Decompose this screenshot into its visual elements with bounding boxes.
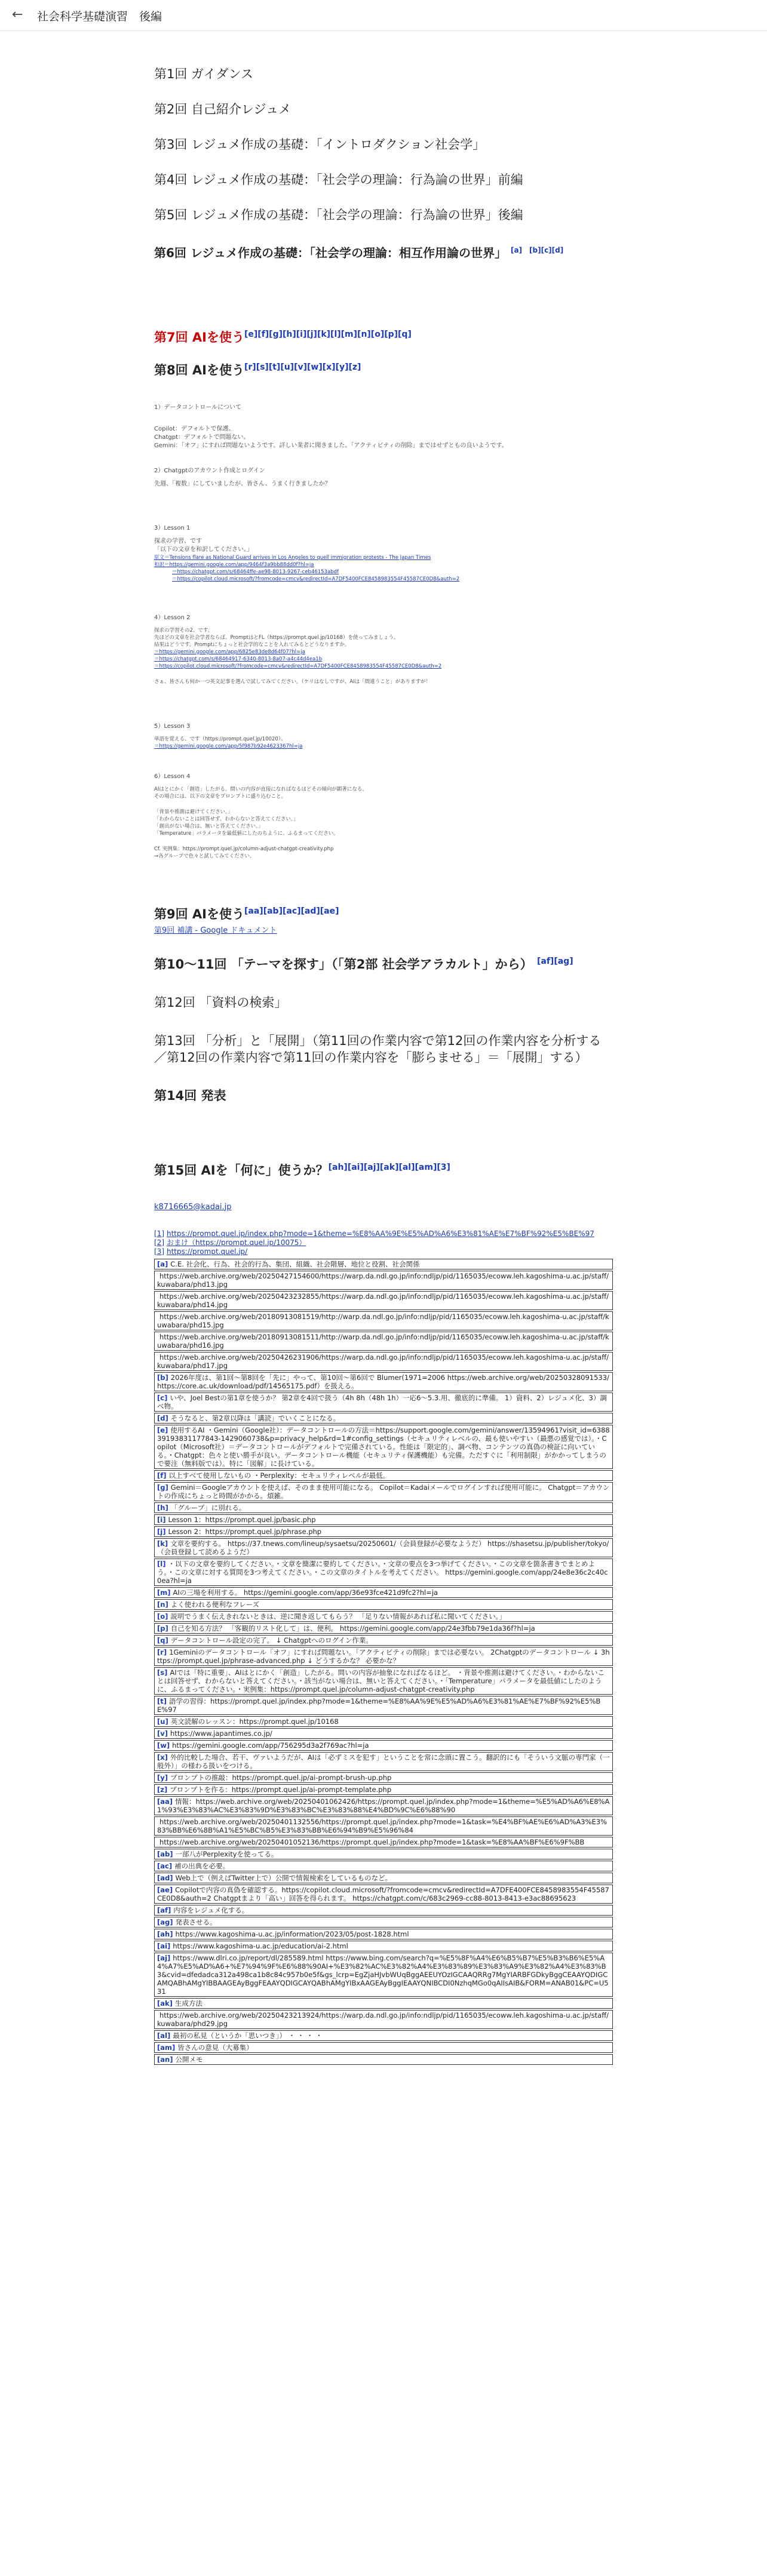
comment-box bbox=[154, 1291, 613, 1310]
text: Copilot：デフォルトで保護。 bbox=[154, 425, 235, 432]
session-12-heading: 第12回 「資料の検索」 bbox=[154, 995, 287, 1010]
comment-box bbox=[154, 1482, 613, 1501]
comment-box bbox=[154, 1905, 613, 1916]
text: 1）データコントロールについて bbox=[154, 404, 241, 411]
comment-box bbox=[154, 1587, 613, 1598]
comment-tag[interactable]: [v] bbox=[157, 1729, 168, 1738]
comment-anchor[interactable]: [ah][ai][aj][ak][al][am][3] bbox=[328, 1162, 450, 1172]
comment-tag[interactable]: [p] bbox=[157, 1624, 168, 1633]
comment-tag[interactable]: [k] bbox=[157, 1539, 168, 1548]
comment-text: いや、Joel Bestの第1章を使うか？ 第2章を4回で扱う（4h 8h（48h 1h）一応6〜5.3.用、徹底的に準備。 1）資料、2）レジュメ化、3）調べ物。 bbox=[157, 1393, 607, 1410]
text: Cf. 実例集：https://prompt.quel.jp/column-adjust-chatgpt-creativity.php bbox=[154, 846, 334, 852]
comment-box bbox=[154, 1599, 613, 1610]
footnote bbox=[154, 1247, 613, 1256]
comment-text: AIでは「特に重要」、AIはとにかく「創造」したがる。問いの内容が抽象になればなるほど。 ・背景や推測は避けてください。・わからないことは回答せず、わからないと答えてください。・該当がない場合は、無いと答えてください。・「Temperature」パラメータを最低値にしたのように、ふるまってください。・実例集：https://prompt.quel.jp/column-adjust-chatgpt-creativity.php bbox=[157, 1668, 605, 1693]
comment-tag[interactable]: [q] bbox=[157, 1636, 168, 1644]
comment-box bbox=[154, 1311, 613, 1330]
comment-tag[interactable]: [ae] bbox=[157, 1885, 173, 1894]
comment-tag[interactable]: [g] bbox=[157, 1483, 168, 1492]
comment-text: 情報：https://web.archive.org/web/20250401062426/https://prompt.quel.jp/index.php?mode=1&theme=%E5%AD%A6%E8%A1%93%E3%83%AC%E3%83%9D%E3%83%BC%E3%83%88%E4%BD%9C%E6%88%90 bbox=[157, 1797, 610, 1814]
footnote bbox=[154, 1238, 613, 1247]
comment-box bbox=[154, 1816, 613, 1836]
comment-text: https://web.archive.org/web/20250426231906/https://warp.da.ndl.go.jp/info:ndljp/pid/1165035/ecoww.leh.kagoshima-u.ac.jp/staff/kuwabara/phd17.jpg bbox=[157, 1352, 609, 1370]
session-heading: 第2回 自己紹介レジュメ bbox=[154, 102, 292, 116]
comment-text: https://www.kagoshima-u.ac.jp/information/2023/05/post-1828.html bbox=[175, 1929, 409, 1938]
comment-tag[interactable]: [aa] bbox=[157, 1797, 173, 1806]
comment-anchor[interactable]: [a] [b][c][d] bbox=[510, 246, 564, 254]
comment-box bbox=[154, 1772, 613, 1783]
comment-box bbox=[154, 1861, 613, 1871]
comment-tag[interactable]: [s] bbox=[157, 1668, 168, 1677]
text: 探求の学習、です bbox=[154, 537, 202, 545]
link[interactable]: ＝https://copilot.cloud.microsoft/?fromcode=cmcv&redirectId=A7DF5400FCE8458983554F45587CE0D8&auth=2 bbox=[154, 663, 442, 669]
session-14-heading: 第14回 発表 bbox=[154, 1088, 226, 1103]
email-link[interactable]: k8716665@kadai.jp bbox=[154, 1202, 232, 1212]
comment-box bbox=[154, 1558, 613, 1586]
comment-tag[interactable]: [d] bbox=[157, 1413, 168, 1422]
comment-tag[interactable]: [c] bbox=[157, 1393, 168, 1402]
footnote-tag[interactable]: [1] bbox=[154, 1229, 164, 1238]
text: 探求の学習その2、です。 bbox=[154, 627, 213, 634]
comment-text: 内容をレジュメ化する。 bbox=[173, 1905, 249, 1914]
comment-tag[interactable]: [am] bbox=[157, 2043, 176, 2052]
comment-text: 説明でうまく伝えきれないときは、逆に聞き返してもらう？ 「足りない情報があれば私に聞いてください。」 bbox=[170, 1612, 506, 1621]
comment-box bbox=[154, 1667, 613, 1695]
comment-text: AIの三場を利用する。 https://gemini.google.com/app/36e93fce421d9fc2?hl=ja bbox=[173, 1588, 438, 1597]
text: Chatgpt：デフォルトで問題ない。 bbox=[154, 434, 250, 441]
ai-lessons bbox=[154, 404, 613, 860]
comment-anchor[interactable]: [r][s][t][u][v][w][x][y][z] bbox=[244, 362, 361, 372]
comment-text: https://web.archive.org/web/20250423213924/https://warp.da.ndl.go.jp/info:ndljp/pid/1165035/ecoww.leh.kagoshima-u.ac.jp/staff/kuwabara/phd29.jpg bbox=[157, 2011, 609, 2028]
comment-tag[interactable]: [an] bbox=[157, 2055, 173, 2064]
comment-text: 生成方法 bbox=[174, 1999, 203, 2008]
comment-text: Copilotで内容の真偽を確認する。https://copilot.cloud.microsoft/?fromcode=cmcv&redirectId=A7DFE400FCE8458983554F45587CE0D8&auth=2 Chatgptまより「高い」回答を得られます。 https://chatgpt.com/c/683c2969-cc88-8013-8413-e3ac88695623 bbox=[157, 1885, 609, 1902]
comment-tag[interactable]: [m] bbox=[157, 1588, 171, 1597]
link[interactable]: ＝https://chatgpt.com/s/68464ffe-ae98-8013-9267-ceb46153abdf bbox=[172, 568, 339, 575]
comment-tag[interactable]: [aj] bbox=[157, 1953, 171, 1962]
comment-tag[interactable]: [n] bbox=[157, 1600, 168, 1609]
session-6-heading: 第6回 レジュメ作成の基礎：「社会学の理論：相互作用論の世界」 [a] [b][c][d] bbox=[154, 245, 564, 260]
comment-box bbox=[154, 1526, 613, 1537]
comment-box bbox=[154, 1502, 613, 1513]
footnote-tag[interactable]: [2] bbox=[154, 1238, 164, 1247]
link[interactable]: 原文＝Tensions flare as National Guard arrives in Los Angeles to quell immigration protests - The Japan Times bbox=[154, 554, 431, 561]
comment-box bbox=[154, 1538, 613, 1557]
comment-box bbox=[154, 1849, 613, 1859]
comment-box bbox=[154, 1635, 613, 1646]
text: 結果はどうです。Promptにちょっと社会学的なことを入れてみるとどうなりますか。 bbox=[154, 641, 350, 648]
document-title: 社会科学基礎演習 後編 bbox=[37, 10, 162, 23]
comment-tag[interactable]: [b] bbox=[157, 1373, 168, 1382]
comment-text: そうなると、第2章以降は「講読」でいくことになる。 bbox=[170, 1413, 340, 1422]
comment-tag[interactable]: [ad] bbox=[157, 1873, 173, 1882]
footnote-text[interactable]: おまけ（https://prompt.quel.jp/10075） bbox=[167, 1238, 306, 1247]
comment-box bbox=[154, 1425, 613, 1469]
link[interactable]: ＝https://gemini.google.com/app/5f987b92e4623367hl=ja bbox=[154, 743, 303, 749]
session-heading: 第3回 レジュメ作成の基礎：「イントロダクション社会学」 bbox=[154, 137, 486, 152]
text: 「以下の文章を和訳してください。」 bbox=[154, 546, 253, 553]
comment-tag[interactable]: [ac] bbox=[157, 1861, 173, 1870]
comment-text: 最初の私見（というか「思いつき」） ・ ・ ・ ・ bbox=[173, 2031, 323, 2040]
comment-box bbox=[154, 1392, 613, 1412]
text: AIはとにかく「創造」したがる。問いの内容が直接になればなるほどその傾向が顕著になる。 bbox=[154, 786, 367, 792]
comment-anchor[interactable]: [ab][ac][ad] bbox=[263, 906, 320, 916]
comment-box bbox=[154, 1752, 613, 1771]
text: 6）Lesson 4 bbox=[154, 773, 191, 780]
comment-box bbox=[154, 1784, 613, 1795]
link[interactable]: 和訳＝https://gemini.google.com/app/9464f3a9bb88dd0f?hl=ja bbox=[154, 561, 314, 568]
comment-box bbox=[154, 1647, 613, 1666]
comment-box bbox=[154, 1271, 613, 1290]
comment-text: 英文読解のレッスン：https://prompt.quel.jp/10168 bbox=[170, 1717, 339, 1726]
comment-text: 外的比較した場合、若干、ヴァいようだが、AIは「必ずミスを犯す」ということを常に念頭に置こう。翻訳的にも「そういう文脈の専門家（一般外）」の様わる扱いをつける。 bbox=[157, 1753, 610, 1770]
session-8-heading: 第8回 AIを使う[r][s][t][u][v][w][x][y][z] bbox=[154, 362, 361, 377]
comment-text: https://web.archive.org/web/20180913081519/http://warp.da.ndl.go.jp/info:ndljp/pid/1165035/ecoww.leh.kagoshima-u.ac.jp/staff/kuwabara/phd15.jpg bbox=[157, 1312, 609, 1329]
comment-text: ・以下の文章を要約してください。・文章を簡潔に要約してください。・文章の要点を3つ挙げてください。・この文章を箇条書きでまとめよう。・この文章に対する質問を3つ考えてください。・この文章のタイトルを考えてください。 https://gemini.google.com/app/24e8e36c2c40c0ea?hl=ja bbox=[157, 1559, 608, 1585]
text: 3）Lesson 1 bbox=[154, 524, 191, 531]
comment-text: プロンプトを作る：https://prompt.quel.jp/ai-prompt-template.php bbox=[170, 1785, 392, 1794]
text: その場合には、以下の文章をプロンプトに盛り込むこと。 bbox=[154, 793, 287, 800]
comment-tag[interactable]: [j] bbox=[157, 1527, 166, 1536]
comment-box bbox=[154, 1998, 613, 2009]
comment-tag[interactable]: [e] bbox=[157, 1425, 168, 1434]
comment-box bbox=[154, 1740, 613, 1751]
document-body bbox=[154, 66, 613, 2066]
comment-box bbox=[154, 1837, 613, 1848]
comment-text: 「グループ」に別れる。 bbox=[170, 1503, 246, 1512]
text: さぁ、皆さんも何か一つ英文記事を選んで試してみてください。（ケリはなしですが、AIは「間違うこと」がありますが！ bbox=[154, 678, 431, 685]
comment-tag[interactable]: [y] bbox=[157, 1773, 168, 1782]
comment-box bbox=[154, 1623, 613, 1634]
comment-text: 補の出典を必要。 bbox=[174, 1861, 230, 1870]
comment-anchor[interactable]: [e][f][g][h][i][j][k][l][m][n][o][p][q] bbox=[244, 329, 412, 339]
comment-box bbox=[154, 1873, 613, 1883]
footnote-text[interactable]: https://prompt.quel.jp/ bbox=[167, 1247, 248, 1256]
comment-box bbox=[154, 2042, 613, 2053]
comment-box bbox=[154, 1413, 613, 1424]
session-9-doc-link[interactable]: 第9回 補講 - Google ドキュメント bbox=[154, 926, 277, 935]
footnote bbox=[154, 1229, 613, 1238]
comment-tag[interactable]: [af] bbox=[157, 1905, 171, 1914]
text: →各グループで色々と試してみてください。 bbox=[154, 853, 255, 859]
comment-tag[interactable]: [ah] bbox=[157, 1929, 173, 1938]
comment-box bbox=[154, 2030, 613, 2041]
comment-tag[interactable]: [ab] bbox=[157, 1849, 173, 1858]
footnote-tag[interactable]: [3] bbox=[154, 1247, 164, 1256]
comment-box bbox=[154, 1941, 613, 1951]
comment-text: https://www.japantimes.co.jp/ bbox=[170, 1729, 272, 1738]
text: 2）Chatgptのアカウント作成とログイン bbox=[154, 467, 265, 474]
comment-text: Lesson 1：https://prompt.quel.jp/basic.php bbox=[168, 1515, 316, 1524]
footnote-text[interactable]: https://prompt.quel.jp/index.php?mode=1&theme=%E8%AA%9E%E5%AD%A6%E3%81%AE%E7%BF%92%E5%BE%97 bbox=[167, 1229, 594, 1238]
comment-text: https://web.archive.org/web/20250401132556/https://prompt.quel.jp/index.php?mode=1&task=%E4%BF%AE%E6%AD%A3%E3%83%BB%E6%8B%A1%E5%BC%B5%E3%83%BB%E6%94%B9%E5%96%84 bbox=[157, 1817, 607, 1834]
comment-tag[interactable]: [o] bbox=[157, 1612, 168, 1621]
comment-box bbox=[154, 1259, 613, 1269]
comment-text: 1Geminiのデータコントロール「オフ」にすれば問題ない。「アクティビティの削除」までは必要ない。 2Chatgptのデータコントロール ↓ 3https://prompt.quel.jp/phrase-advanced.php ↓ どうするかな？ 必要かな？ bbox=[157, 1647, 610, 1665]
comment-tag[interactable]: [h] bbox=[157, 1503, 168, 1512]
comment-text: よく使われる便利なフレーズ bbox=[170, 1600, 260, 1609]
session-10-heading: 第10〜11回 「テーマを探す」（「第2部 社会学アラカルト」から） [af][ag] bbox=[154, 956, 573, 972]
text: 先週、「複数」にしていましたが、皆さん、うまく行きましたか？ bbox=[154, 480, 331, 487]
text: Gemini：「オフ」にすれば問題ないようです。詳しい業者に聞きました。「アクティビティの削除」まではせずともの良いようです。 bbox=[154, 442, 508, 449]
comment-box bbox=[154, 1514, 613, 1525]
comment-box bbox=[154, 1611, 613, 1622]
comment-text: 使用するAI ・Gemini（Google社）：データコントロールの方法＝https://support.google.com/gemini/answer/13594961?visit_id=6388391938311778​43-1429060738&p=privacy_help&rd=1#config_settings（セキュリティレベルの、最も使いやすい（最悪の感覚では）。・Copilot（Microsoft社）＝データコントロールがデフォルトで完備されている。性能は「限定的」、調べ物、コンテンツの真偽の検証に向いている。・Chatgpt：色々と使い勝手が良い。データコントロール機能（セキュリティ保護機能）も完備。ただすぐに「利用制限」がかかってしまうので要注（無料版では）。特に「図解」に長けている。 bbox=[157, 1425, 610, 1468]
comment-text: 一部八がPerplexityを使ってる。 bbox=[175, 1849, 278, 1858]
comment-text: https://web.archive.org/web/20250401052136/https://prompt.quel.jp/index.php?mode=1&task=%E8%AA%BF%E6%9F%BB bbox=[159, 1837, 585, 1846]
comment-text: 発表させる。 bbox=[175, 1917, 217, 1926]
comment-anchor[interactable]: [aa] bbox=[244, 906, 263, 916]
comment-tag[interactable]: [ag] bbox=[157, 1917, 173, 1926]
comment-text: 自己を知る方法？ 「客観的リスト化して」は、便利。 https://gemini.google.com/app/24e3fbb79e1da36f?hl=ja bbox=[170, 1624, 535, 1633]
comment-text: 文章を要約する。 https://37.tnews.com/lineup/sysaetsu/20250601/（会員登録が必要なようだ） https://shasetsu.jp/publisher/tokyo/（会員登録して読めるようだ） bbox=[157, 1539, 609, 1556]
comment-text: 語学の習得：https://prompt.quel.jp/index.php?mode=1&theme=%E8%AA%9E%E5%AD%A6%E3%81%AE%E7%BF%92%E5%BE%97 bbox=[157, 1696, 601, 1714]
comment-text: https://www.kagoshima-u.ac.jp/education/ai-2.html bbox=[173, 1941, 348, 1950]
comment-text: データコントロール設定の完了。 ↓ Chatgptへのログイン作業。 bbox=[170, 1636, 373, 1644]
comment-box bbox=[154, 1885, 613, 1904]
comment-text: 2026年度は、第1回〜第8回を「先に」やって、第10回〜第6回で Blumer(1971=2006 https://web.archive.org/web/20250328091533/https://core.ac.uk/download/pdf/14565175.pdf）を扱える。 bbox=[157, 1373, 609, 1390]
comment-box bbox=[154, 1716, 613, 1727]
comment-text: Lesson 2：https://prompt.quel.jp/phrase.php bbox=[168, 1527, 322, 1536]
session-heading: 第4回 レジュメ作成の基礎：「社会学の理論：行為論の世界」前編 bbox=[154, 173, 523, 187]
comment-text: https://web.archive.org/web/20250427154600/https://warp.da.ndl.go.jp/info:ndljp/pid/1165035/ecoww.leh.kagoshima-u.ac.jp/staff/kuwabara/phd13.jpg bbox=[157, 1271, 609, 1289]
comment-tag[interactable]: [w] bbox=[157, 1741, 170, 1750]
comment-text: https://web.archive.org/web/20250423232855/https://warp.da.ndl.go.jp/info:ndljp/pid/1165035/ecoww.leh.kagoshima-u.ac.jp/staff/kuwabara/phd14.jpg bbox=[157, 1292, 609, 1309]
comment-tag[interactable]: [l] bbox=[157, 1559, 166, 1568]
text: 「Temperature」パラメータを最低値にしたのちように、ふるまってください。 bbox=[154, 830, 339, 837]
comment-text: プロンプトの推敲：https://prompt.quel.jp/ai-prompt-brush-up.php bbox=[170, 1773, 392, 1782]
comment-box bbox=[154, 1728, 613, 1739]
link[interactable]: ＝https://chatgpt.com/s/68464917-6340-8013-8a07-a4c44d4ea1b bbox=[154, 656, 323, 662]
comment-tag[interactable]: [a] bbox=[157, 1259, 168, 1268]
session-heading: 第5回 レジュメ作成の基礎：「社会学の理論：行為論の世界」後編 bbox=[154, 208, 523, 222]
comment-tag[interactable]: [f] bbox=[157, 1471, 167, 1480]
comment-tag[interactable]: [u] bbox=[157, 1717, 168, 1726]
text: 「わからないことは回答せず、わからないと答えてください。」 bbox=[154, 816, 299, 822]
comment-box bbox=[154, 1352, 613, 1371]
comment-box bbox=[154, 2010, 613, 2029]
session-15-heading: 第15回 AIを「何に」使うか？[ah][ai][aj][ak][al][am][3] bbox=[154, 1162, 450, 1178]
text: 5）Lesson 3 bbox=[154, 723, 191, 730]
comment-box bbox=[154, 1332, 613, 1351]
comment-text: https://gemini.google.com/app/756295d3a2f769ac?hl=ja bbox=[172, 1741, 369, 1750]
comment-box bbox=[154, 2054, 613, 2065]
comment-text: https://web.archive.org/web/20180913081511/http://warp.da.ndl.go.jp/info:ndljp/pid/1165035/ecoww.leh.kagoshima-u.ac.jp/staff/kuwabara/phd16.jpg bbox=[157, 1332, 609, 1350]
comment-tag[interactable]: [i] bbox=[157, 1515, 166, 1524]
comment-box bbox=[154, 1796, 613, 1815]
comment-text: Web上で（例えばTwitter上で）公開で情報検索をしているものなど。 bbox=[175, 1873, 392, 1882]
comment-tag[interactable]: [al] bbox=[157, 2031, 171, 2040]
comment-tag[interactable]: [r] bbox=[157, 1647, 167, 1656]
comment-tag[interactable]: [ai] bbox=[157, 1941, 171, 1950]
text: 単語を覚える、です（https://prompt.quel.jp/10020）。 bbox=[154, 736, 286, 742]
link[interactable]: ＝https://gemini.google.com/app/6825e83de8d64f07?hl=ja bbox=[154, 648, 305, 655]
text: 4）Lesson 2 bbox=[154, 614, 191, 621]
text: 「創出がない場合は、無いと答えてください。」 bbox=[154, 823, 263, 829]
comment-box bbox=[154, 1917, 613, 1928]
text: 先ほどの文章を社会学者ならば、PromptはとFL（https://prompt.quel.jp/10168）を使ってみましょう。 bbox=[154, 634, 399, 641]
comment-box bbox=[154, 1372, 613, 1391]
session-heading: 第1回 ガイダンス bbox=[154, 67, 253, 81]
comment-tag[interactable]: [t] bbox=[157, 1696, 167, 1705]
comment-box bbox=[154, 1929, 613, 1939]
comment-box bbox=[154, 1470, 613, 1481]
footnotes bbox=[154, 1229, 613, 1256]
comment-box bbox=[154, 1696, 613, 1715]
comment-tag[interactable]: [ak] bbox=[157, 1999, 173, 2008]
comment-text: Gemini＝Googleアカウントを使えば、そのまま使用可能になる。 Copilot＝Kadaiメールでログインすれば使用可能に。 Chatgpt＝アカウントの作成にちょっと時間がかかる。煩雑。 bbox=[157, 1483, 610, 1500]
top-bar bbox=[0, 0, 767, 31]
back-arrow-icon[interactable]: ← bbox=[12, 7, 23, 22]
session-9-heading: 第9回 AIを使う[aa][ab][ac][ad][ae] bbox=[154, 906, 339, 921]
comment-anchor[interactable]: [af][ag] bbox=[537, 956, 573, 966]
comment-box bbox=[154, 1953, 613, 1997]
comment-text: https://www.dlri.co.jp/report/dl/285589.html https://www.bing.com/search?q=%E5%8F%A4%E6%B5%B7%E5%B3%B6%E5%A4%A7%E5%AD%A6+%E7%94%9F%E6%88%90AI+%E3%82%AC%E3%82%A4%E3%83%89%E3%83%A9%E3%82%A4%E3%83%B3&cvid=dfedadca312a498ca1b8c84c957b0e5f&gs_lcrp=EgZjaHJvbWUqBggAEEUYOzIGCAAQRRg7MgYIARBFGDkyBggCEAAYQDIGCAMQABhAMgYIBBAAGEAyBggFEAAYQDIGCAYQABhAMgYIBxAAGEAyBggIEAAYQNIBCDI0NzhqMGo0qAIIsAIB&FORM=ANAB01&PC=U531 bbox=[157, 1953, 609, 1996]
comment-text: C.E. 社会化、行為、社会的行為、集団、組織、社会階層、地位と役割、社会関係 bbox=[170, 1259, 420, 1268]
comment-text: 以上すべて使用しないもの ・Perplexity：セキュリティレベルが最低。 bbox=[168, 1471, 390, 1480]
comment-text: 公開メモ bbox=[175, 2055, 203, 2064]
comment-tag[interactable]: [z] bbox=[157, 1785, 168, 1794]
session-13-heading: 第13回 「分析」と「展開」（第11回の作業内容で第12回の作業内容を分析する／第12回の作業内容で第11回の作業内容を「膨らませる」＝「展開」する） bbox=[154, 1033, 602, 1065]
comment-anchor[interactable]: [ae] bbox=[320, 906, 339, 916]
comments bbox=[154, 1259, 613, 2065]
comment-tag[interactable]: [x] bbox=[157, 1753, 168, 1762]
session-7-heading: 第7回 AIを使う[e][f][g][h][i][j][k][l][m][n][o][p][q] bbox=[154, 329, 412, 345]
comment-text: 皆さんの意見（大募集） bbox=[177, 2043, 253, 2052]
link[interactable]: ＝https://copilot.cloud.microsoft/?fromcode=cmcv&redirectId=A7DF5400FCE8458983554F45587CE0D8&auth=2 bbox=[172, 576, 460, 582]
text: 「背景や推測は避けてください。」 bbox=[154, 809, 233, 815]
